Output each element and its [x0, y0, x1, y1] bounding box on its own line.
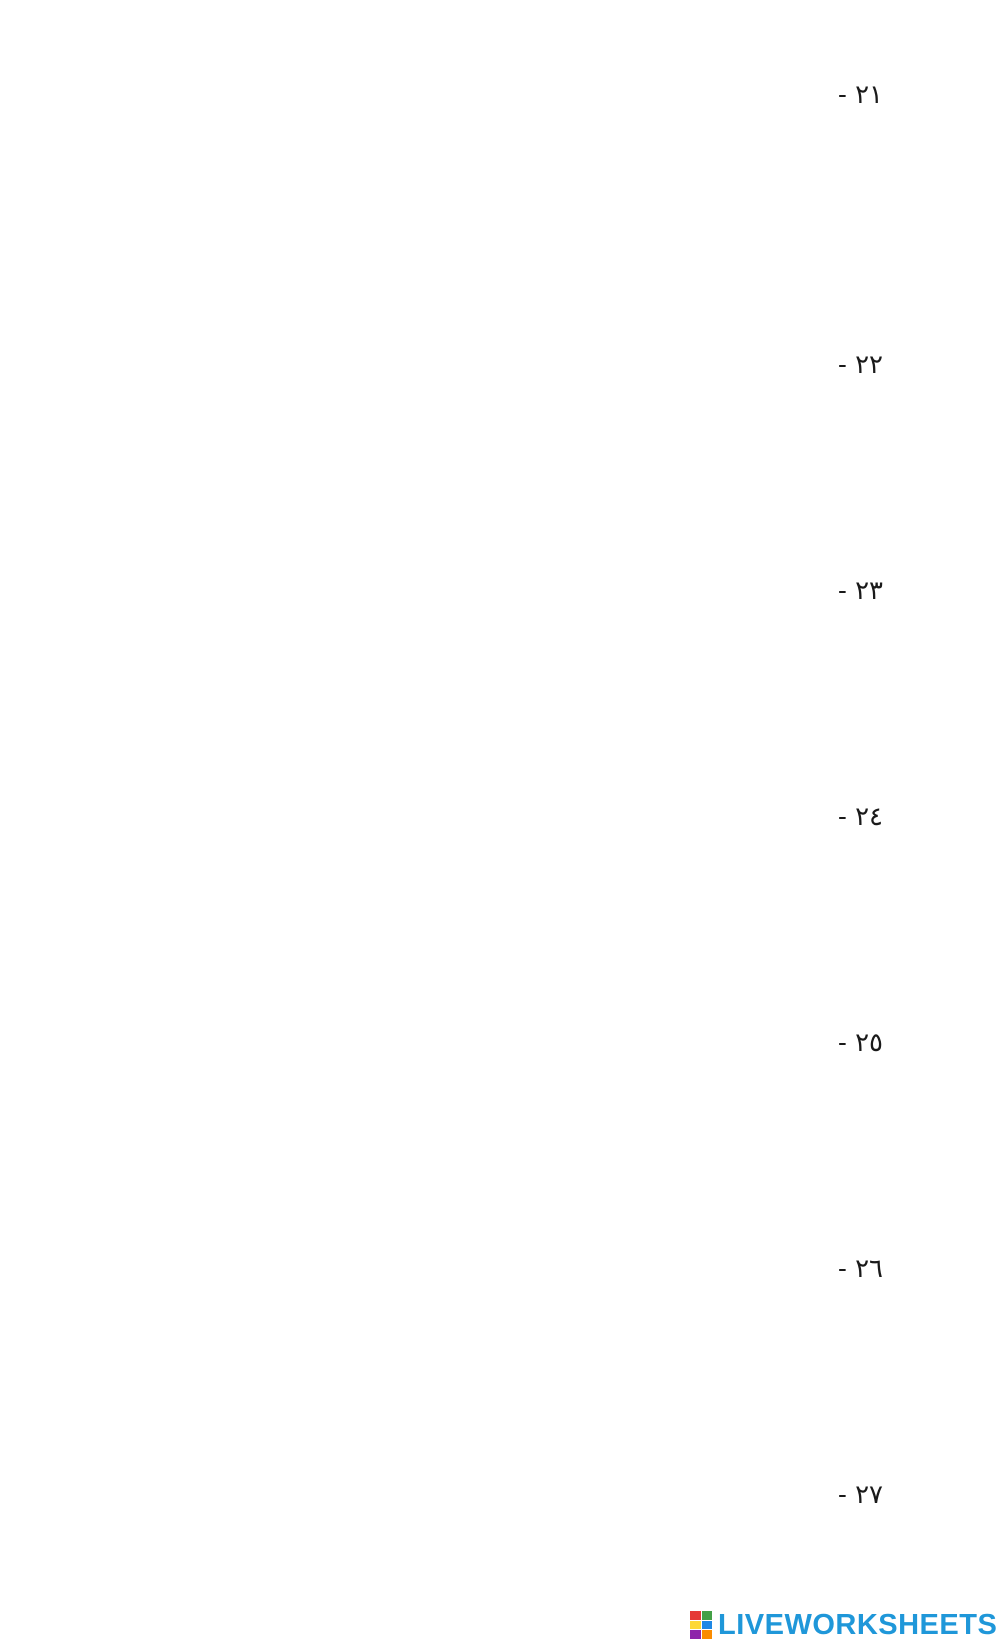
brand-name: LIVEWORKSHEETS	[718, 1608, 998, 1641]
logo-cell	[690, 1621, 701, 1630]
question-number: ٢١ -	[838, 80, 883, 110]
logo-cell	[702, 1621, 713, 1630]
logo-cell	[702, 1611, 713, 1620]
liveworksheets-footer[interactable]	[690, 1608, 997, 1642]
liveworksheets-logo-icon	[690, 1611, 712, 1639]
question-number: ٢٢ -	[838, 350, 883, 380]
logo-cell	[690, 1630, 701, 1639]
question-number: ٢٧ -	[838, 1480, 883, 1510]
question-number: ٢٤ -	[838, 802, 883, 832]
logo-cell	[690, 1611, 701, 1620]
question-number: ٢٥ -	[838, 1028, 883, 1058]
logo-cell	[702, 1630, 713, 1639]
question-number: ٢٣ -	[838, 576, 883, 606]
question-number: ٢٦ -	[838, 1254, 883, 1284]
